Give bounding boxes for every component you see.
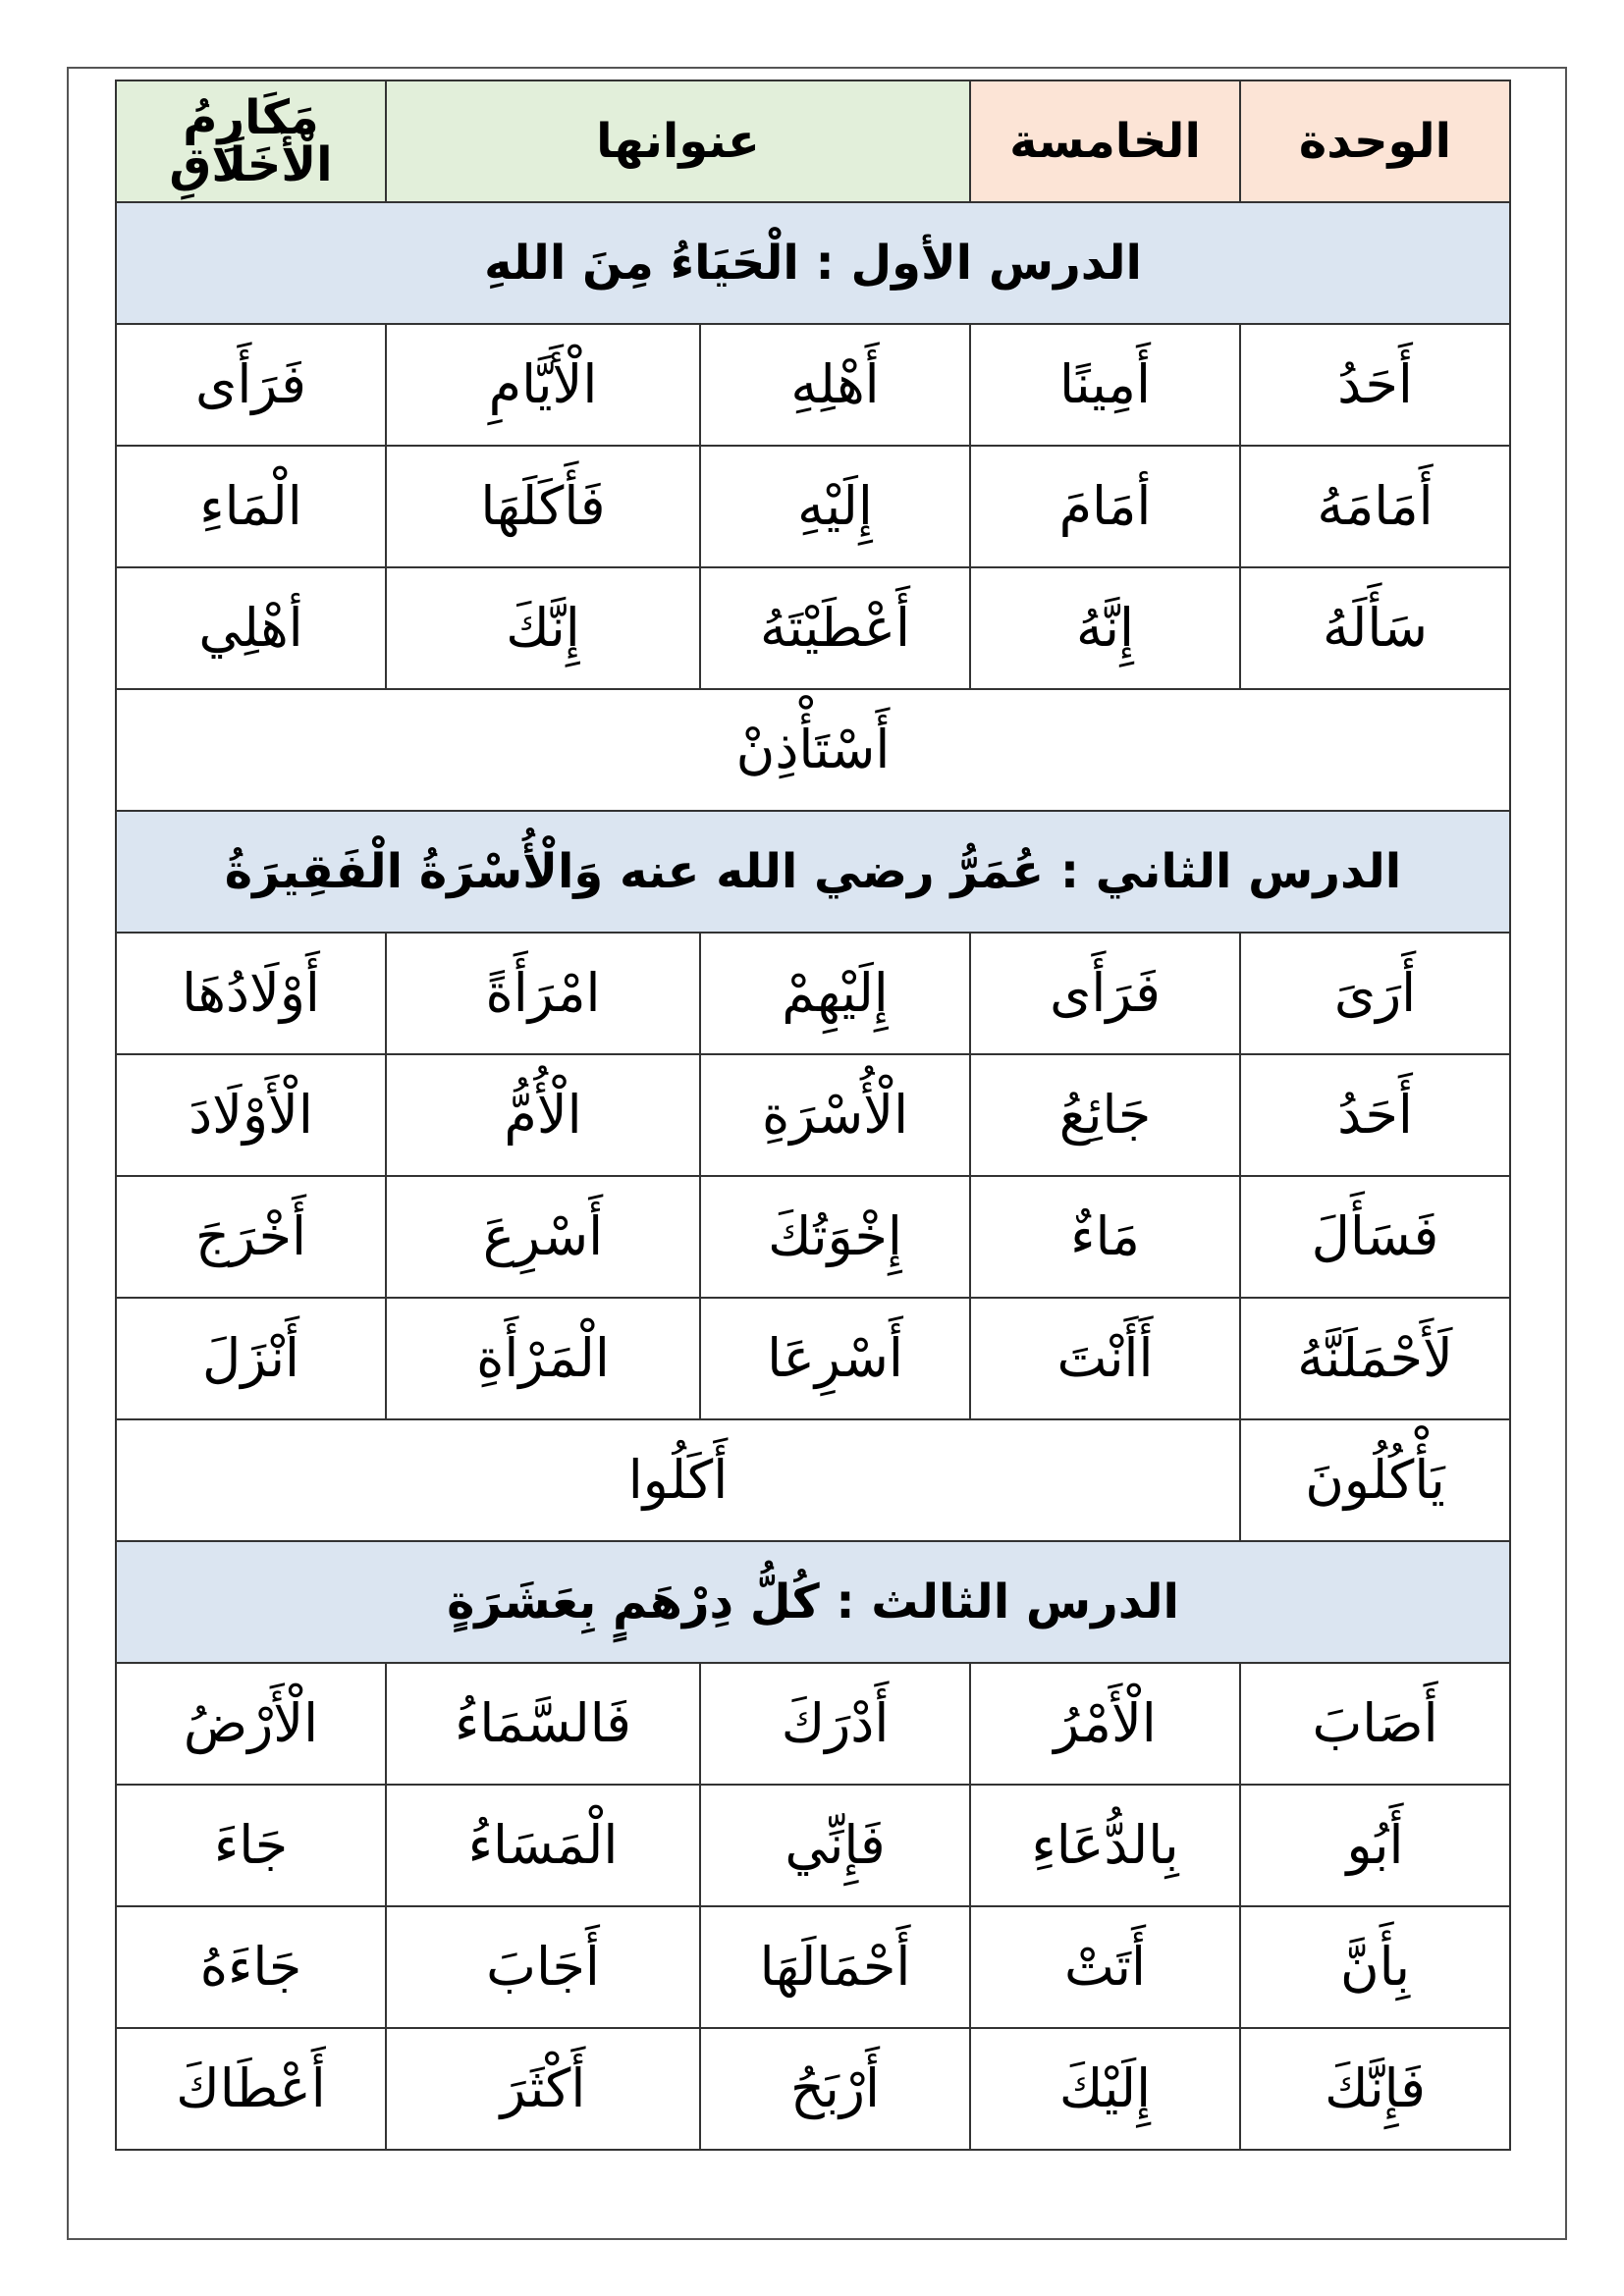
lesson-title-row xyxy=(116,811,1510,933)
word-row xyxy=(116,2028,1510,2150)
word-cell: الْأَرْضُ xyxy=(116,1663,386,1785)
word-cell: أَنْزَلَ xyxy=(116,1298,386,1419)
word-cell: أهْلِي xyxy=(116,567,386,689)
word-cell: لَأَحْمَلَنَّهُ xyxy=(1240,1298,1510,1419)
word-cell: أَرْبَحُ xyxy=(700,2028,970,2150)
word-cell: أَمَامَهُ xyxy=(1240,446,1510,567)
word-cell: فَأَكَلَهَا xyxy=(386,446,700,567)
word-cell: سَأَلَهُ xyxy=(1240,567,1510,689)
word-cell: يَأْكُلُونَ xyxy=(1240,1419,1510,1541)
word-row-wide xyxy=(116,689,1510,811)
word-cell: الْمَاءِ xyxy=(116,446,386,567)
word-row xyxy=(116,567,1510,689)
word-cell: فَالسَّمَاءُ xyxy=(386,1663,700,1785)
header-row xyxy=(116,80,1510,202)
word-cell: أمَامَ xyxy=(970,446,1240,567)
lesson-title-row xyxy=(116,1541,1510,1663)
word-cell: أَعْطَاكَ xyxy=(116,2028,386,2150)
lesson-title-row xyxy=(116,202,1510,324)
word-cell: أَعْطَيْتَهُ xyxy=(700,567,970,689)
word-cell: إِخْوَتُكَ xyxy=(700,1176,970,1298)
word-cell: بِأَنَّ xyxy=(1240,1906,1510,2028)
unit-number: الخامسة xyxy=(970,80,1240,202)
word-cell: جَاءَهُ xyxy=(116,1906,386,2028)
word-cell: أَتَتْ xyxy=(970,1906,1240,2028)
word-cell: فَرَأَى xyxy=(116,324,386,446)
word-cell: أَحْمَالَهَا xyxy=(700,1906,970,2028)
word-cell: بِالدُّعَاءِ xyxy=(970,1785,1240,1906)
word-cell: إِلَيْهِمْ xyxy=(700,933,970,1054)
word-cell: الْأَيَّامِ xyxy=(386,324,700,446)
word-cell: فَإِنَّكَ xyxy=(1240,2028,1510,2150)
lesson-2-title: الدرس الثاني : عُمَرُّ رضي الله عنه وَالْأُسْرَةُ الْفَقِيرَةُ xyxy=(116,811,1510,933)
unit-label: الوحدة xyxy=(1240,80,1510,202)
word-row xyxy=(116,1298,1510,1419)
word-cell: أَحَدُ xyxy=(1240,1054,1510,1176)
word-cell: الْمَرْأَةِ xyxy=(386,1298,700,1419)
word-cell-wide: أَكَلُوا xyxy=(116,1419,1240,1541)
word-cell: أَوْلَادُهَا xyxy=(116,933,386,1054)
word-cell: فَرَأَى xyxy=(970,933,1240,1054)
title-label: عنوانها xyxy=(386,80,970,202)
word-cell: أَصَابَ xyxy=(1240,1663,1510,1785)
word-cell: جَائِعُ xyxy=(970,1054,1240,1176)
word-cell: أَرَىَ xyxy=(1240,933,1510,1054)
word-cell: الْأُسْرَةِ xyxy=(700,1054,970,1176)
word-row xyxy=(116,446,1510,567)
lesson-3-title: الدرس الثالث : كُلُّ دِرْهَمٍ بِعَشَرَةٍ xyxy=(116,1541,1510,1663)
word-row xyxy=(116,1663,1510,1785)
word-row xyxy=(116,1176,1510,1298)
word-row xyxy=(116,1785,1510,1906)
word-row xyxy=(116,933,1510,1054)
word-cell: الْأُمُّ xyxy=(386,1054,700,1176)
word-row xyxy=(116,324,1510,446)
word-cell: أَهْلِهِ xyxy=(700,324,970,446)
word-cell: أَحَدُ xyxy=(1240,324,1510,446)
word-cell: إِنَّكَ xyxy=(386,567,700,689)
word-row xyxy=(116,1906,1510,2028)
word-cell: إِلَيْكَ xyxy=(970,2028,1240,2150)
word-cell: أَبُو xyxy=(1240,1785,1510,1906)
word-cell: أَكْثَرَ xyxy=(386,2028,700,2150)
word-cell: فَإِنِّي xyxy=(700,1785,970,1906)
word-cell: الْأَمْرُ xyxy=(970,1663,1240,1785)
word-cell: أَسْرِعَا xyxy=(700,1298,970,1419)
word-cell: أَسْرِعَ xyxy=(386,1176,700,1298)
word-cell: الْأَوْلَادَ xyxy=(116,1054,386,1176)
word-cell: فَسَأَلَ xyxy=(1240,1176,1510,1298)
word-cell: أَجَابَ xyxy=(386,1906,700,2028)
word-row-split xyxy=(116,1419,1510,1541)
word-cell: أَخْرَجَ xyxy=(116,1176,386,1298)
word-cell: الْمَسَاءُ xyxy=(386,1785,700,1906)
word-cell: أَأَنْتَ xyxy=(970,1298,1240,1419)
word-cell: مَاءٌ xyxy=(970,1176,1240,1298)
lesson-1-title: الدرس الأول : الْحَيَاءُ مِنَ اللهِ xyxy=(116,202,1510,324)
worksheet-table xyxy=(115,80,1511,2151)
word-cell: أَمِينًا xyxy=(970,324,1240,446)
word-cell: امْرَأَةً xyxy=(386,933,700,1054)
word-row xyxy=(116,1054,1510,1176)
word-cell-wide: أَسْتَأْذِنْ xyxy=(116,689,1510,811)
word-cell: جَاءَ xyxy=(116,1785,386,1906)
word-cell: أَدْرَكَ xyxy=(700,1663,970,1785)
word-cell: إِنَّهُ xyxy=(970,567,1240,689)
word-cell: إِلَيْهِ xyxy=(700,446,970,567)
title-value: مَكَارِمُ الْأَخَلَاقِ xyxy=(116,80,386,202)
